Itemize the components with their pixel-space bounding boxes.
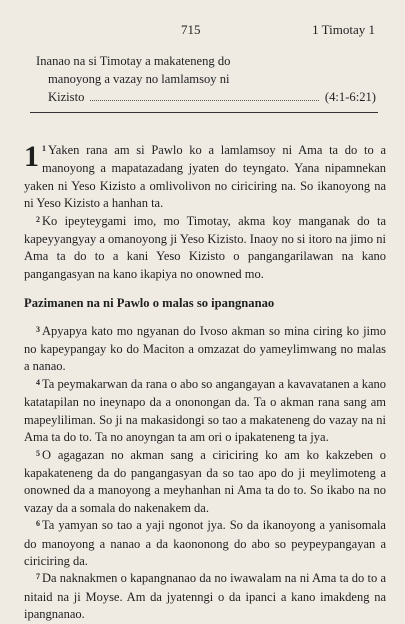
verse-text: Da naknakmen o kapangnanao da no iwawalam na ni Ama ta do to a nitaid na ji Moyse. Am da jyatenngi o da ipanci a kano imakdeng na ipangnanao. (24, 571, 386, 622)
verse-number: 3 (36, 324, 40, 334)
verse-number: 4 (36, 377, 40, 387)
chapter-number: 1 (24, 140, 39, 173)
verse-number: 2 (36, 214, 40, 224)
verse-paragraph (24, 447, 386, 518)
verse-paragraph (24, 323, 386, 376)
verse-number: 1 (42, 144, 46, 153)
verse-paragraph (24, 517, 386, 570)
outline-line: Inanao na si Timotay a makateneng do (36, 54, 231, 68)
verse-number: 7 (36, 572, 40, 582)
outline-line: manoyong a vazay no lamlamsoy ni (48, 72, 230, 86)
outline-line-text: Kizisto (48, 90, 85, 104)
verse-paragraph (24, 376, 386, 447)
verse-text: Ko ipeyteygami imo, mo Timotay, akma koy manganak do ta kapeyyangyay a omanoyong ji Yeso Kizisto. Inaoy no si itoro na jimo ni Ama ta do to a kani Yeso Kizisto o pangangarilawan na kano pangangasyan na kano ikapiya no onowned mo. (24, 213, 386, 281)
verse-text: Apyapya kato mo ngyanan do Ivoso akman so mina ciring ko jimo no kapeypangay ko do Maciton a omzazat do yameylimwang no malas a nanao. (24, 323, 386, 374)
verse-paragraph (24, 142, 386, 213)
leader-dots (90, 100, 319, 101)
verse-paragraph (24, 570, 386, 623)
running-head: 1 Timotay 1 (312, 22, 375, 37)
book-outline (36, 52, 376, 106)
verse-number: 5 (36, 448, 40, 458)
verse-paragraph (24, 213, 386, 284)
page-number: 715 (181, 22, 201, 37)
verse-text: O agagazan no akman sang a ciriciring ko am ko kakzeben o kapakateneng da do pangangasyan da so tao apo do ji meylimoteng a onowned da a manoyong a meyhanhan ni Ama ta do to. So ikabo na no vazay da a somala do nakenakem da. (24, 447, 386, 515)
verse-text: Ta yamyan so tao a yaji ngonot jya. So da ikanoyong a yanisomala do manoyong a nanao a da kaononong do abo so peypeypangayan a ciriciring da. (24, 518, 386, 568)
outline-reference: (4:1-6:21) (324, 90, 376, 104)
verse-number: 6 (36, 519, 40, 529)
section-heading: Pazimanen na ni Pawlo o malas so ipangnanao (24, 296, 275, 311)
page-header (0, 22, 405, 38)
chapter-body (24, 142, 386, 624)
verse-text: Ta peymakarwan da rana o abo so angangayan a kavavatanen a kano katatapilan no ineynapo da a ononongan da. Ta o akman rana sang am mapeyliliman. So ji na makasidongi so tao a makateneng do vazay na ni Ama ta do to. Ta no anoyngan ta am ori o ipakateneng ta jya. (24, 376, 386, 445)
divider-rule (30, 112, 378, 113)
verse-text: Yaken rana am si Pawlo ko a lamlamsoy ni Ama ta do to a manoyong a mapatazadang jyaten do teyngato. Yana nipamnekan yaken ni Yeso Kizisto a omlivolivon no ciriciring na. So ikanoyong na ni Yeso Kizisto a hanhan ta. (24, 143, 386, 211)
outline-reference-line (36, 88, 376, 106)
